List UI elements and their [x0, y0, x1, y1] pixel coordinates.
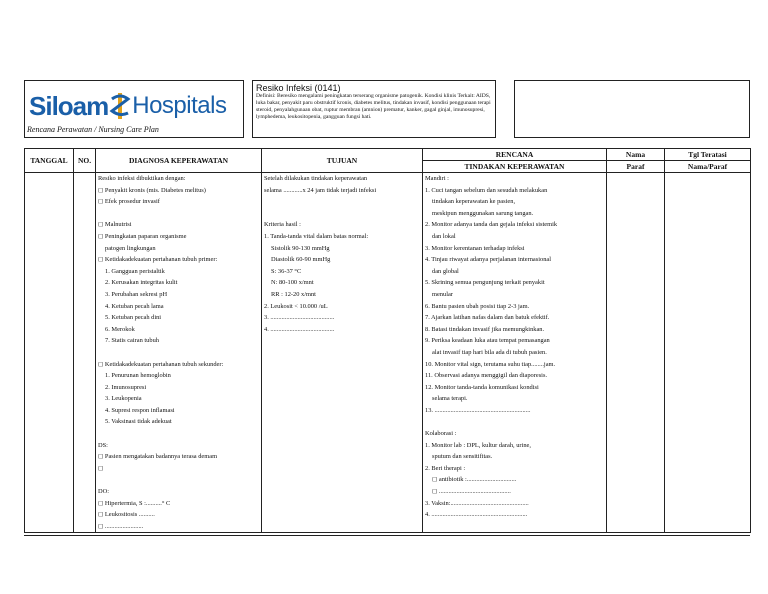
- cell-tanggal[interactable]: [25, 173, 74, 533]
- footer-divider: [24, 535, 750, 536]
- diagnosa-line: [98, 474, 259, 486]
- diagnosa-line: 2. Imunosupresi: [105, 383, 147, 391]
- tindakan-line: 2. Monitor adanya tanda dan gejala infeksi sistemik: [425, 221, 558, 229]
- diagnosa-line: 7. Statis cairan tubuh: [105, 337, 159, 345]
- diagnosa-line: DS:: [98, 441, 108, 449]
- cell-nama-paraf[interactable]: [607, 173, 665, 533]
- tindakan-line: 1. Cuci tangan sebelum dan sesudah melakukan: [425, 186, 548, 194]
- tindakan-line: menular: [432, 290, 453, 298]
- diagnosa-line: ◻ Leukositosis ..........: [98, 511, 155, 519]
- document-caption: Rencana Perawatan / Nursing Care Plan: [27, 125, 159, 134]
- tindakan-line: sputum dan sensitifitas.: [432, 453, 493, 461]
- tindakan-line: 1. Monitor lab : DPL, kultur darah, urine,: [425, 441, 531, 449]
- tindakan-line: Kolaborasi :: [425, 430, 457, 438]
- cell-diagnosa: [96, 173, 262, 533]
- diagnosa-line: ◻ Penyakit kronis (mis. Diabetes melitus): [98, 186, 206, 194]
- diagnosa-line: 4. Supresi respon inflamasi: [105, 406, 175, 414]
- patient-label-box: [514, 80, 750, 138]
- tindakan-list: [425, 173, 604, 521]
- header-diagnosa: DIAGNOSA KEPERAWATAN: [96, 149, 262, 173]
- tindakan-line: 11. Observasi adanya menggigil dan diaporesis.: [425, 372, 548, 380]
- diagnosa-line: Resiko infeksi dibuktikan dengan:: [98, 175, 186, 182]
- tindakan-line: meskipun menggunakan sarung tangan.: [432, 209, 534, 217]
- tujuan-line: Kriteria hasil :: [264, 221, 301, 229]
- header-no: NO.: [74, 149, 96, 173]
- tindakan-line: dan lokal: [432, 232, 456, 240]
- header-nama: Nama: [607, 149, 665, 161]
- tujuan-line: N: 80-100 x/mnt: [271, 279, 314, 287]
- tindakan-line: 12. Monitor tanda-tanda komunikasi kondisi: [425, 383, 539, 391]
- tujuan-line: selama ............x 24 jam tidak terjadi infeksi: [264, 186, 377, 194]
- tujuan-line: 2. Leukosit < 10.000 /uL: [264, 302, 328, 310]
- tujuan-line: RR : 12-20 x/mnt: [271, 290, 316, 298]
- tindakan-line: 8. Batasi tindakan invasif jika memungkinkan.: [425, 325, 545, 333]
- tujuan-line: [264, 196, 420, 208]
- diagnosa-line: 6. Merokok: [105, 325, 135, 333]
- diagnosa-line: 3. Perubahan sekresi pH: [105, 290, 168, 298]
- diagnosa-line: 5. Ketuban pecah dini: [105, 314, 162, 322]
- diagnosa-line: 1. Gangguan peristaltik: [105, 267, 165, 275]
- diagnosa-line: DO:: [98, 488, 110, 496]
- cell-tujuan: [262, 173, 423, 533]
- diagnosa-line: ◻ Pasien mengatakan badannya terasa demam: [98, 453, 218, 461]
- diagnosa-line: patogen lingkungan: [105, 244, 156, 252]
- diagnosis-definition-box: [252, 80, 496, 138]
- tindakan-line: 7. Ajarkan latihan nafas dalam dan batuk efektif.: [425, 314, 550, 322]
- diagnosa-line: ◻ Peningkatan paparan organisme: [98, 232, 187, 240]
- cell-tgl-teratasi[interactable]: [665, 173, 751, 533]
- tujuan-line: 4. ........................................: [264, 325, 335, 333]
- tujuan-line: 1. Tanda-tanda vital dalam batas normal:: [264, 232, 369, 240]
- header-rencana: RENCANA: [423, 149, 607, 161]
- tujuan-line: Sistolik 90-130 mmHg: [271, 244, 330, 252]
- tindakan-line: 5. Skrining semua pengunjung terkait penyakit: [425, 279, 545, 287]
- tindakan-line: 6. Bantu pasien ubah posisi tiap 2-3 jam.: [425, 302, 530, 310]
- siloam-logo: [29, 89, 226, 123]
- diagnosa-line: ◻ Ketidakadekuatan pertahanan tubuh sekunder:: [98, 360, 224, 368]
- header-paraf: Paraf: [607, 161, 665, 173]
- tindakan-line: dan global: [432, 267, 459, 275]
- header-tindakan: TINDAKAN KEPERAWATAN: [423, 161, 607, 173]
- tindakan-line: Mandiri :: [425, 175, 449, 182]
- tindakan-line: 4. Tinjau riwayat adanya perjalanan internasional: [425, 256, 551, 264]
- diagnosa-line: [98, 347, 259, 359]
- diagnosa-line: ◻ Ketidakadekuatan pertahanan tubuh primer:: [98, 256, 218, 264]
- logo-box: [24, 80, 244, 138]
- diagnosa-line: ◻: [98, 464, 104, 472]
- cell-no[interactable]: [74, 173, 96, 533]
- diagnosa-line: ◻ Hipertermia, S :..........° C: [98, 499, 171, 507]
- diagnosa-line: 1. Penurunan hemoglobin: [105, 372, 171, 380]
- diagnosa-list: [98, 173, 259, 532]
- diagnosis-definition-text: Definisi: Beresiko mengalami peningkatan terserang organisme patogenik. Kondisi klinis Terkait: AIDS, luka bakar, penyakit paru obstruktif kronis, diabetes melitus, tindakan invasif, kondisi penggunaan terapi steroid, penyalahgunaan obat, ruptur membran (amnion) prematur, kanker, gagal ginjal, imunosupresi, lymphedema, leukositopenia, gangguan fungsi hati.: [256, 93, 491, 120]
- diagnosis-title: Resiko Infeksi (0141): [256, 83, 341, 93]
- tujuan-line: Diastolik 60-90 mmHg: [271, 256, 331, 264]
- tindakan-line: 2. Beri therapi :: [425, 464, 466, 472]
- diagnosa-line: 4. Ketuban pecah lama: [105, 302, 164, 310]
- tindakan-line: ◻ .............................................: [432, 488, 511, 496]
- tindakan-line: 3. Monitor kerentanan terhadap infeksi: [425, 244, 525, 252]
- hospital-cross-icon: [109, 91, 131, 121]
- diagnosa-line: [98, 428, 259, 440]
- logo-hospitals: Hospitals: [132, 92, 227, 119]
- diagnosa-line: 3. Leukopenia: [105, 395, 142, 403]
- header-tanggal: TANGGAL: [25, 149, 74, 173]
- cell-tindakan: [423, 173, 607, 533]
- logo-brand: Siloam: [29, 90, 109, 121]
- tindakan-line: 9. Periksa keadaan luka atau tempat pemasangan: [425, 337, 550, 345]
- tindakan-line: selama terapi.: [432, 395, 468, 403]
- tindakan-line: ◻ antibiotik :...............................: [432, 476, 517, 484]
- tindakan-line: alat invasif tiap hari bila ada di tubuh pasien.: [432, 348, 547, 356]
- tujuan-line: Setelah dilakukan tindakan keperawatan: [264, 175, 368, 182]
- diagnosa-line: [98, 208, 259, 220]
- diagnosa-line: 2. Kerusakan integritas kulit: [105, 279, 178, 287]
- tujuan-list: [264, 173, 420, 335]
- diagnosa-line: 5. Vaksinasi tidak adekuat: [105, 418, 172, 426]
- diagnosa-line: ◻ Malnutrisi: [98, 221, 132, 229]
- tindakan-line: [425, 416, 604, 428]
- header-nama-paraf: Nama/Paraf: [665, 161, 751, 173]
- tindakan-line: 13. ............................................................: [425, 406, 531, 414]
- tujuan-line: [264, 208, 420, 220]
- tujuan-line: S: 36-37 °C: [271, 267, 302, 275]
- tujuan-line: 3. ........................................: [264, 314, 335, 322]
- tindakan-line: tindakan keperawatan ke pasien,: [432, 198, 516, 206]
- diagnosa-line: ◻ Efek prosedur invasif: [98, 198, 160, 206]
- header-tgl-teratasi: Tgl Teratasi: [665, 149, 751, 161]
- tindakan-line: 3. Vaksin:.................................................: [425, 499, 529, 507]
- diagnosa-line: ◻ ........................: [98, 522, 144, 530]
- tindakan-line: 4. ............................................................: [425, 511, 528, 519]
- care-plan-table: [24, 148, 751, 533]
- header-tujuan: TUJUAN: [262, 149, 423, 173]
- tindakan-line: 10. Monitor vital sign, terutama suhu tiap........jam.: [425, 360, 556, 368]
